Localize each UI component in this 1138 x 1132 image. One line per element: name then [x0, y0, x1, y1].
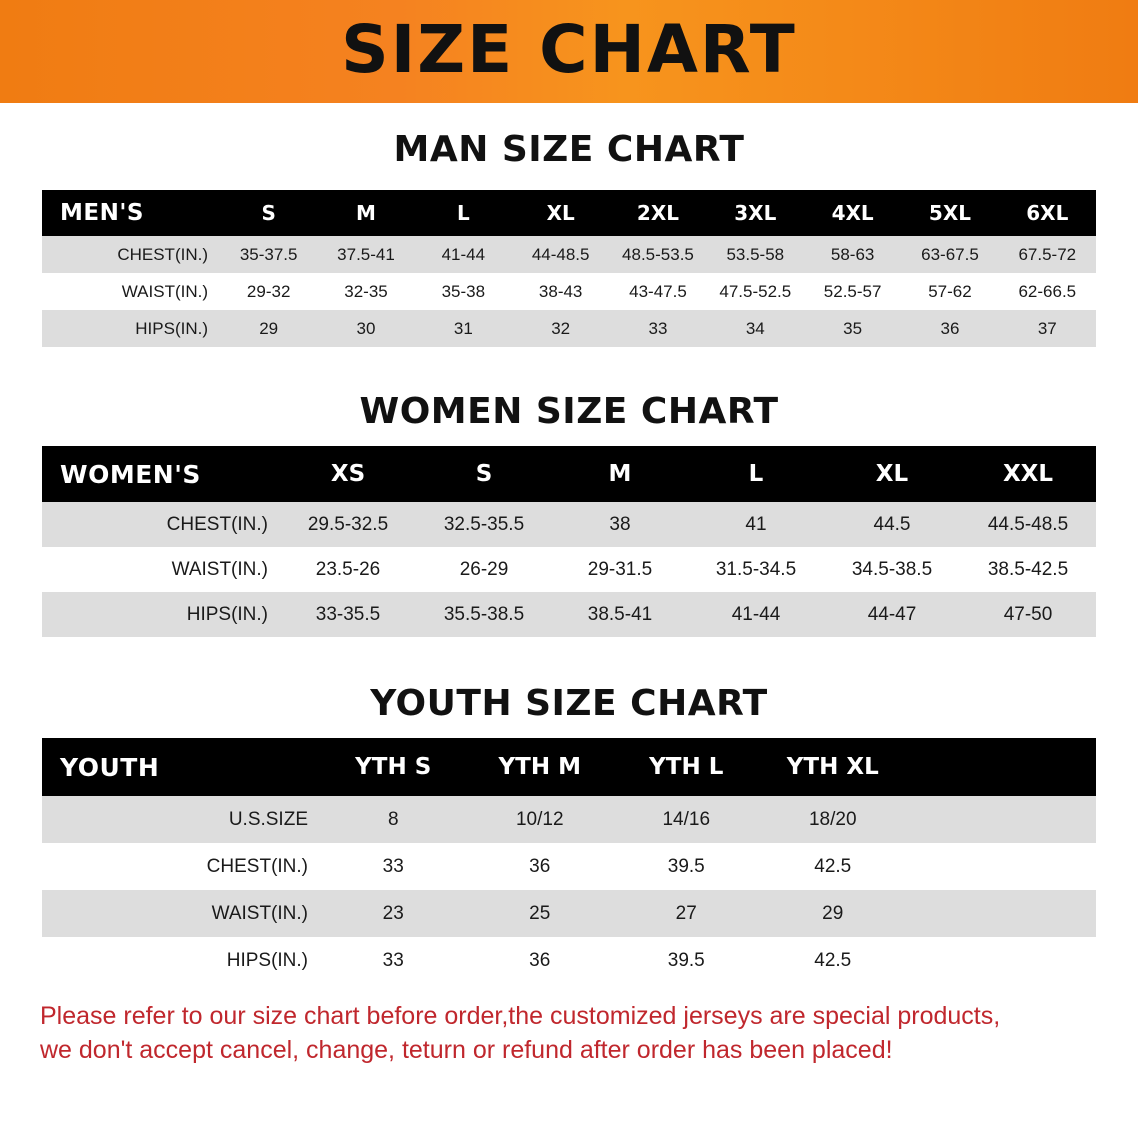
youth-cell: 23 [320, 890, 467, 937]
women-col-header: S [416, 446, 552, 502]
youth-cell: 33 [320, 843, 467, 890]
men-cell: 63-67.5 [901, 236, 998, 273]
women-corner-header: WOMEN'S [42, 446, 280, 502]
men-cell: 34 [707, 310, 804, 347]
men-header-row [42, 190, 1096, 236]
youth-cell-spacer [906, 937, 1096, 984]
men-cell: 52.5-57 [804, 273, 901, 310]
men-cell: 48.5-53.5 [609, 236, 706, 273]
men-cell: 35-37.5 [220, 236, 317, 273]
youth-cell: 14/16 [613, 796, 760, 843]
women-header-row [42, 446, 1096, 502]
men-cell: 36 [901, 310, 998, 347]
page-banner [0, 0, 1138, 103]
men-cell: 53.5-58 [707, 236, 804, 273]
women-cell: 26-29 [416, 547, 552, 592]
youth-row-label: U.S.SIZE [42, 796, 320, 843]
men-col-header: S [220, 190, 317, 236]
women-cell: 35.5-38.5 [416, 592, 552, 637]
women-row-label: CHEST(IN.) [42, 502, 280, 547]
men-cell: 35-38 [415, 273, 512, 310]
table-row [42, 310, 1096, 347]
men-row-label: HIPS(IN.) [42, 310, 220, 347]
page-title: SIZE CHART [341, 10, 797, 88]
men-col-header: L [415, 190, 512, 236]
men-size-table [42, 190, 1096, 347]
youth-cell: 25 [467, 890, 614, 937]
youth-cell: 29 [760, 890, 907, 937]
women-row-label: WAIST(IN.) [42, 547, 280, 592]
youth-cell-spacer [906, 796, 1096, 843]
women-cell: 41-44 [688, 592, 824, 637]
men-table-body [42, 236, 1096, 347]
women-row-label: HIPS(IN.) [42, 592, 280, 637]
youth-col-header: YTH XL [760, 738, 907, 796]
men-col-header: 4XL [804, 190, 901, 236]
footer-note [40, 1000, 1098, 1067]
women-section-heading: WOMEN SIZE CHART [359, 391, 779, 432]
youth-table-head [42, 738, 1096, 796]
table-row [42, 937, 1096, 984]
men-row-label: CHEST(IN.) [42, 236, 220, 273]
women-cell: 44-47 [824, 592, 960, 637]
men-cell: 29-32 [220, 273, 317, 310]
men-col-header: 6XL [999, 190, 1096, 236]
women-cell: 47-50 [960, 592, 1096, 637]
women-col-header: M [552, 446, 688, 502]
men-col-header: 2XL [609, 190, 706, 236]
youth-col-header: YTH M [467, 738, 614, 796]
men-cell: 67.5-72 [999, 236, 1096, 273]
men-col-header: M [317, 190, 414, 236]
women-table-wrap [42, 446, 1096, 637]
men-cell: 30 [317, 310, 414, 347]
youth-size-table [42, 738, 1096, 984]
women-cell: 44.5-48.5 [960, 502, 1096, 547]
youth-cell-spacer [906, 890, 1096, 937]
table-row [42, 796, 1096, 843]
youth-cell: 18/20 [760, 796, 907, 843]
youth-cell: 42.5 [760, 937, 907, 984]
youth-cell: 36 [467, 843, 614, 890]
men-row-label: WAIST(IN.) [42, 273, 220, 310]
youth-row-label: HIPS(IN.) [42, 937, 320, 984]
men-cell: 44-48.5 [512, 236, 609, 273]
table-row [42, 502, 1096, 547]
men-cell: 41-44 [415, 236, 512, 273]
youth-cell: 8 [320, 796, 467, 843]
youth-cell: 36 [467, 937, 614, 984]
women-col-header: XXL [960, 446, 1096, 502]
youth-header-row [42, 738, 1096, 796]
table-row [42, 273, 1096, 310]
footer-note-line-1: Please refer to our size chart before order,the customized jerseys are special products, [40, 1002, 1001, 1030]
women-col-header: XL [824, 446, 960, 502]
men-col-header: 3XL [707, 190, 804, 236]
women-cell: 23.5-26 [280, 547, 416, 592]
men-cell: 37.5-41 [317, 236, 414, 273]
youth-cell: 33 [320, 937, 467, 984]
women-cell: 38 [552, 502, 688, 547]
table-row [42, 843, 1096, 890]
men-cell: 32-35 [317, 273, 414, 310]
women-col-header: L [688, 446, 824, 502]
women-size-table [42, 446, 1096, 637]
youth-corner-header: YOUTH [42, 738, 320, 796]
women-cell: 34.5-38.5 [824, 547, 960, 592]
women-cell: 29.5-32.5 [280, 502, 416, 547]
youth-cell: 39.5 [613, 937, 760, 984]
youth-cell: 27 [613, 890, 760, 937]
youth-col-spacer [906, 738, 1096, 796]
youth-cell: 42.5 [760, 843, 907, 890]
men-col-header: 5XL [901, 190, 998, 236]
women-cell: 38.5-42.5 [960, 547, 1096, 592]
youth-col-header: YTH S [320, 738, 467, 796]
women-cell: 31.5-34.5 [688, 547, 824, 592]
women-cell: 41 [688, 502, 824, 547]
footer-note-line-2: we don't accept cancel, change, teturn or refund after order has been placed! [40, 1035, 893, 1064]
men-table-head [42, 190, 1096, 236]
women-col-header: XS [280, 446, 416, 502]
men-cell: 33 [609, 310, 706, 347]
youth-cell-spacer [906, 843, 1096, 890]
men-cell: 58-63 [804, 236, 901, 273]
men-corner-header: MEN'S [42, 190, 220, 236]
table-row [42, 547, 1096, 592]
women-cell: 29-31.5 [552, 547, 688, 592]
men-col-header: XL [512, 190, 609, 236]
men-cell: 38-43 [512, 273, 609, 310]
women-table-head [42, 446, 1096, 502]
table-row [42, 890, 1096, 937]
men-cell: 47.5-52.5 [707, 273, 804, 310]
youth-section-heading: YOUTH SIZE CHART [370, 683, 768, 724]
men-cell: 29 [220, 310, 317, 347]
youth-cell: 10/12 [467, 796, 614, 843]
table-row [42, 592, 1096, 637]
youth-col-header: YTH L [613, 738, 760, 796]
women-cell: 32.5-35.5 [416, 502, 552, 547]
women-cell: 38.5-41 [552, 592, 688, 637]
men-cell: 31 [415, 310, 512, 347]
youth-cell: 39.5 [613, 843, 760, 890]
men-cell: 43-47.5 [609, 273, 706, 310]
women-table-body [42, 502, 1096, 637]
youth-row-label: WAIST(IN.) [42, 890, 320, 937]
men-cell: 57-62 [901, 273, 998, 310]
men-cell: 37 [999, 310, 1096, 347]
youth-table-body [42, 796, 1096, 984]
youth-table-wrap [42, 738, 1096, 984]
women-cell: 44.5 [824, 502, 960, 547]
table-row [42, 236, 1096, 273]
men-cell: 62-66.5 [999, 273, 1096, 310]
man-section-heading: MAN SIZE CHART [393, 129, 745, 170]
youth-row-label: CHEST(IN.) [42, 843, 320, 890]
men-cell: 32 [512, 310, 609, 347]
men-cell: 35 [804, 310, 901, 347]
women-cell: 33-35.5 [280, 592, 416, 637]
man-table-wrap [42, 190, 1096, 347]
